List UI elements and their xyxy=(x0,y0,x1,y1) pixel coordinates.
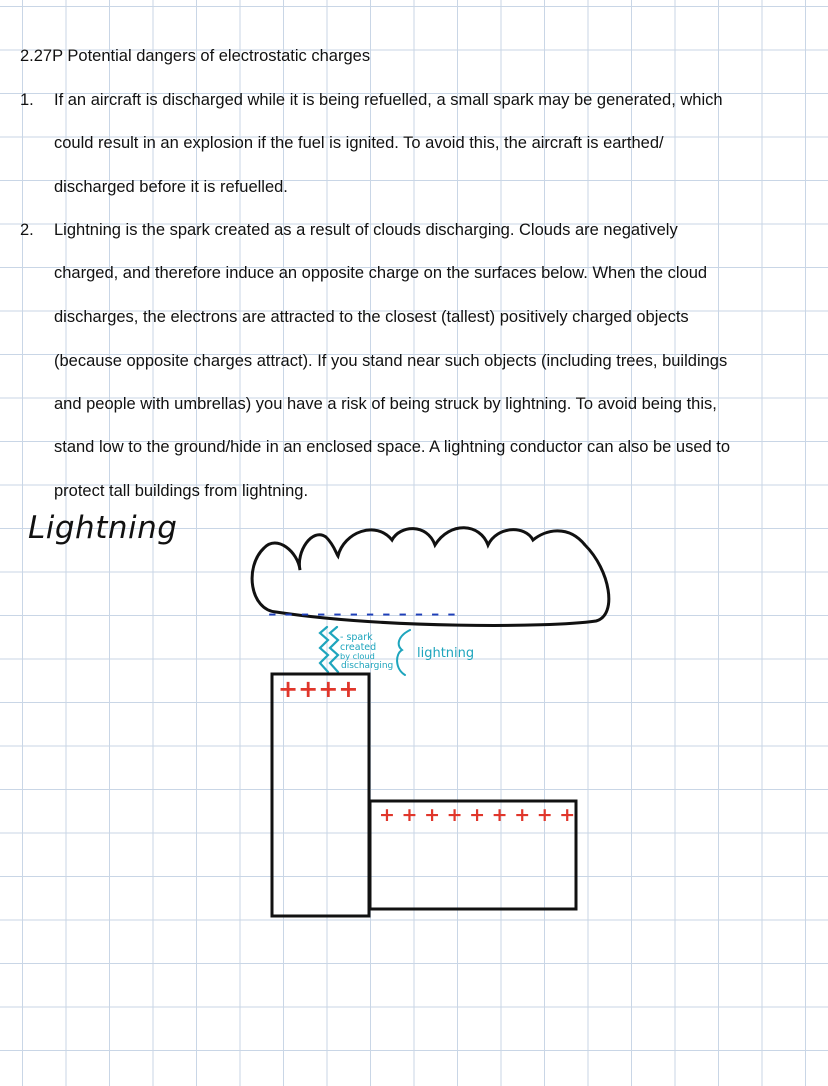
list-item-1-line-2: could result in an explosion if the fuel is ignited. To avoid this, the aircraft is earthed/ xyxy=(54,134,664,152)
list-number-1: 1. xyxy=(20,91,34,109)
short-building-charges: + + + + + + + + + xyxy=(379,804,576,826)
tall-building-charges: ++++ xyxy=(278,675,359,703)
list-item-2-line-7: protect tall buildings from lightning. xyxy=(54,482,309,500)
cloud-negative-charges: - - - - - - - - - - - - xyxy=(268,599,456,627)
list-item-1-line-1: If an aircraft is discharged while it is being refuelled, a small spark may be generated, which xyxy=(54,91,723,109)
spark-cyan-line-1 xyxy=(320,627,328,672)
spark-note-line-3: by cloud xyxy=(340,651,375,661)
list-item-2-line-6: stand low to the ground/hide in an enclosed space. A lightning conductor can also be used to xyxy=(54,438,731,456)
spark-cyan-line-2 xyxy=(330,627,338,672)
spark-note-line-2: created xyxy=(340,642,377,653)
page-title: 2.27P Potential dangers of electrostatic charges xyxy=(20,47,371,65)
list-item-2-line-1: Lightning is the spark created as a result of clouds discharging. Clouds are negatively xyxy=(54,221,678,239)
lightning-label: lightning xyxy=(417,646,475,661)
tall-building xyxy=(272,674,369,916)
spark-note-line-4: discharging xyxy=(341,661,394,671)
list-item-2-line-2: charged, and therefore induce an opposite charge on the surfaces below. When the cloud xyxy=(54,264,708,282)
list-item-2-line-4: (because opposite charges attract). If you stand near such objects (including trees, buildings xyxy=(54,352,728,370)
list-item-1-line-3: discharged before it is refuelled. xyxy=(54,178,288,196)
sketch-heading: Lightning xyxy=(28,510,178,546)
lightning-bracket xyxy=(397,630,410,675)
spark-note-line-1: - spark xyxy=(340,632,373,643)
list-item-2-line-3: discharges, the electrons are attracted to the closest (tallest) positively charged objects xyxy=(54,308,689,326)
list-item-2-line-5: and people with umbrellas) you have a risk of being struck by lightning. To avoid being this, xyxy=(54,395,717,413)
list-number-2: 2. xyxy=(20,221,34,239)
